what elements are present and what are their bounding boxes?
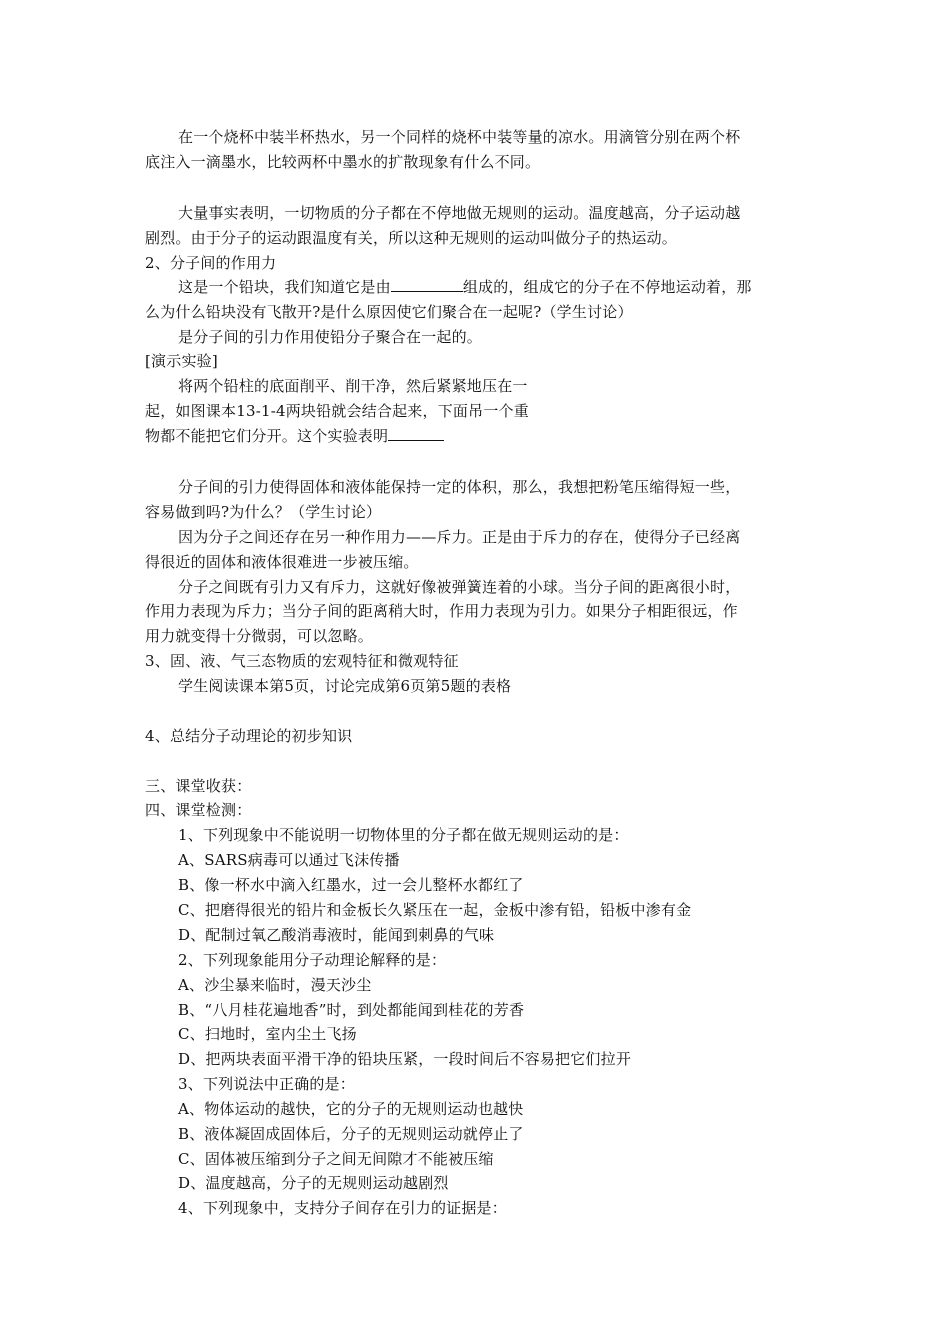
demo-line2: 起，如图课本13-1-4两块铅就会结合起来，下面吊一个重	[145, 402, 529, 420]
para3-line2: 容易做到吗?为什么？（学生讨论）	[145, 503, 382, 521]
question-1: 1、下列现象中不能说明一切物体里的分子都在做无规则运动的是：	[178, 826, 629, 844]
fill-blank-conclusion	[388, 426, 444, 441]
question-3-option-a: A、物体运动的越快，它的分子的无规则运动也越快	[178, 1100, 524, 1118]
fill-blank-molecules	[391, 277, 463, 292]
question-line2: 么为什么铅块没有飞散开?是什么原因使它们聚合在一起呢?（学生讨论）	[145, 303, 633, 321]
para1-line1: 在一个烧杯中装半杯热水，另一个同样的烧杯中装等量的凉水。用滴管分别在两个杯	[178, 128, 741, 146]
question-3-option-c: C、固体被压缩到分子之间无间隙才不能被压缩	[178, 1150, 494, 1168]
para4-line1: 因为分子之间还存在另一种作用力——斥力。正是由于斥力的存在，使得分子已经离	[178, 528, 741, 546]
question-3-option-d: D、温度越高，分子的无规则运动越剧烈	[178, 1174, 449, 1192]
question-3: 3、下列说法中正确的是：	[178, 1075, 355, 1093]
para5-line2: 作用力表现为斥力；当分子间的距离稍大时，作用力表现为引力。如果分子相距很远，作	[145, 602, 738, 620]
answer-line: 是分子间的引力作用使铅分子聚合在一起的。	[178, 328, 483, 346]
question-2-option-c: C、扫地时，室内尘土飞扬	[178, 1025, 357, 1043]
question-1-option-d: D、配制过氧乙酸消毒液时，能闻到刺鼻的气味	[178, 926, 495, 944]
section4-heading: 4、总结分子动理论的初步知识	[145, 727, 353, 745]
question-1-option-b: B、像一杯水中滴入红墨水，过一会儿整杯水都红了	[178, 876, 524, 894]
section2-heading: 2、分子间的作用力	[145, 254, 277, 272]
para5-line1: 分子之间既有引力又有斥力，这就好像被弹簧连着的小球。当分子间的距离很小时，	[178, 578, 741, 596]
test-heading: 四、课堂检测：	[145, 801, 252, 819]
question-line1-end: 组成的，组成它的分子在不停地运动着，那	[462, 278, 752, 296]
demo-label: [演示实验]	[145, 352, 218, 370]
question-2-option-b: B、“八月桂花遍地香”时，到处都能闻到桂花的芳香	[178, 1001, 525, 1019]
question-2-option-d: D、把两块表面平滑干净的铅块压紧，一段时间后不容易把它们拉开	[178, 1050, 632, 1068]
demo-line1: 将两个铅柱的底面削平、削干净，然后紧紧地压在一	[178, 377, 528, 395]
para1-line2: 底注入一滴墨水，比较两杯中墨水的扩散现象有什么不同。	[145, 153, 541, 171]
question-line1-start: 这是一个铅块，我们知道它是由	[178, 278, 391, 296]
section3-text: 学生阅读课本第5页，讨论完成第6页第5题的表格	[178, 677, 512, 695]
para2-line2: 剧烈。由于分子的运动跟温度有关，所以这种无规则的运动叫做分子的热运动。	[145, 229, 678, 247]
question-2: 2、下列现象能用分子动理论解释的是：	[178, 951, 447, 969]
demo-line3	[145, 426, 444, 446]
question-line1	[178, 277, 752, 297]
question-2-option-a: A、沙尘暴来临时，漫天沙尘	[178, 976, 372, 994]
para5-line3: 用力就变得十分微弱，可以忽略。	[145, 627, 374, 645]
question-3-option-b: B、液体凝固成固体后，分子的无规则运动就停止了	[178, 1125, 524, 1143]
section3-heading: 3、固、液、气三态物质的宏观特征和微观特征	[145, 652, 459, 670]
question-1-option-c: C、把磨得很光的铅片和金板长久紧压在一起，金板中渗有铅，铅板中渗有金	[178, 901, 692, 919]
para2-line1: 大量事实表明，一切物质的分子都在不停地做无规则的运动。温度越高，分子运动越	[178, 204, 741, 222]
demo-line3-text: 物都不能把它们分开。这个实验表明	[145, 427, 389, 445]
para4-line2: 得很近的固体和液体很难进一步被压缩。	[145, 553, 419, 571]
question-4: 4、下列现象中，支持分子间存在引力的证据是：	[178, 1199, 507, 1217]
question-1-option-a: A、SARS病毒可以通过飞沫传播	[178, 851, 400, 869]
para3-line1: 分子间的引力使得固体和液体能保持一定的体积，那么，我想把粉笔压缩得短一些，	[178, 478, 741, 496]
harvest-heading: 三、课堂收获：	[145, 777, 252, 795]
